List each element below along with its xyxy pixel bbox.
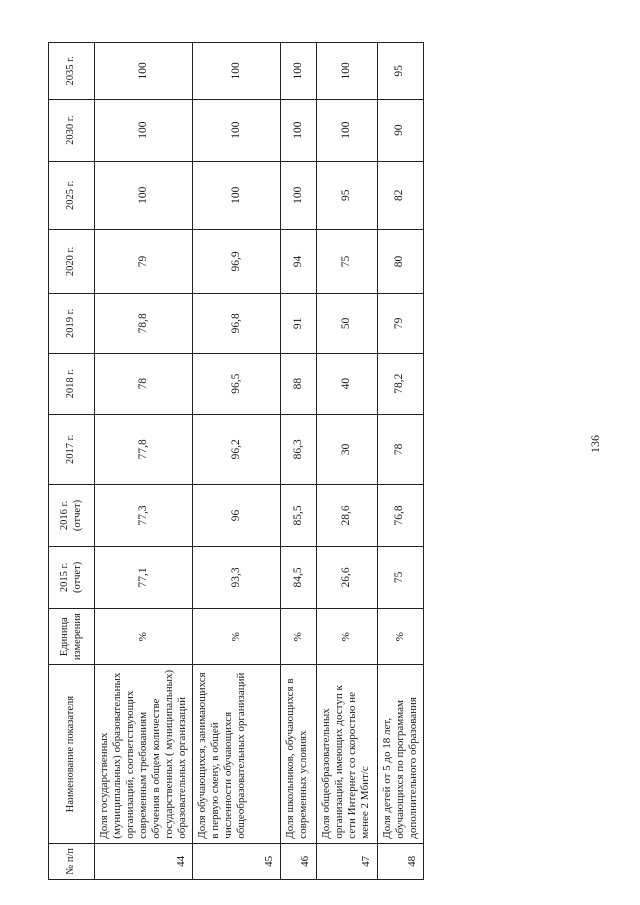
unit-cell: % bbox=[95, 608, 193, 665]
indicator-name: Доля государственных (муниципальных) образовательных организаций, соответствующих современным требованиям обучения в общем количестве государственных ( муниципальных) образовательных организаций bbox=[95, 665, 193, 843]
unit-cell: % bbox=[280, 608, 316, 665]
row-number: 48 bbox=[377, 843, 423, 879]
header-year: 2030 г. bbox=[49, 99, 95, 161]
value-cell: 100 bbox=[316, 99, 377, 161]
indicator-name: Доля обучающихся, занимающихся в первую смену, в общей численности обучающихся общеобразовательных организаций bbox=[192, 665, 280, 843]
value-cell: 100 bbox=[192, 99, 280, 161]
value-cell: 100 bbox=[95, 161, 193, 229]
header-year: 2015 г. (отчет) bbox=[49, 546, 95, 608]
value-cell: 100 bbox=[316, 43, 377, 100]
value-cell: 100 bbox=[280, 43, 316, 100]
value-cell: 78,2 bbox=[377, 353, 423, 414]
header-year: 2025 г. bbox=[49, 161, 95, 229]
table-row bbox=[377, 43, 423, 880]
value-cell: 96,2 bbox=[192, 414, 280, 484]
header-year: 2035 г. bbox=[49, 43, 95, 100]
unit-cell: % bbox=[316, 608, 377, 665]
value-cell: 85,5 bbox=[280, 485, 316, 547]
table-row bbox=[316, 43, 377, 880]
value-cell: 100 bbox=[192, 161, 280, 229]
value-cell: 94 bbox=[280, 229, 316, 293]
value-cell: 100 bbox=[95, 99, 193, 161]
value-cell: 78 bbox=[95, 353, 193, 414]
indicator-name: Доля общеобразовательных организаций, имеющих доступ к сети Интернет со скоростью не менее 2 Мбит/с bbox=[316, 665, 377, 843]
value-cell: 75 bbox=[377, 546, 423, 608]
value-cell: 86,3 bbox=[280, 414, 316, 484]
value-cell: 26,6 bbox=[316, 546, 377, 608]
row-number: 45 bbox=[192, 843, 280, 879]
value-cell: 100 bbox=[280, 161, 316, 229]
indicator-name: Доля школьников, обучающихся в современных условиях bbox=[280, 665, 316, 843]
value-cell: 100 bbox=[95, 43, 193, 100]
value-cell: 28,6 bbox=[316, 485, 377, 547]
value-cell: 96,9 bbox=[192, 229, 280, 293]
indicators-table bbox=[48, 42, 424, 880]
value-cell: 77,8 bbox=[95, 414, 193, 484]
row-number: 47 bbox=[316, 843, 377, 879]
value-cell: 96,8 bbox=[192, 293, 280, 353]
value-cell: 91 bbox=[280, 293, 316, 353]
indicator-name: Доля детей от 5 до 18 лет, обучающихся по программам дополнительного образования bbox=[377, 665, 423, 843]
header-year: 2020 г. bbox=[49, 229, 95, 293]
value-cell: 79 bbox=[95, 229, 193, 293]
header-row bbox=[49, 43, 95, 880]
value-cell: 50 bbox=[316, 293, 377, 353]
value-cell: 79 bbox=[377, 293, 423, 353]
row-number: 44 bbox=[95, 843, 193, 879]
value-cell: 82 bbox=[377, 161, 423, 229]
table-row bbox=[280, 43, 316, 880]
value-cell: 84,5 bbox=[280, 546, 316, 608]
value-cell: 30 bbox=[316, 414, 377, 484]
value-cell: 88 bbox=[280, 353, 316, 414]
header-num: № п/п bbox=[49, 843, 95, 879]
value-cell: 96,5 bbox=[192, 353, 280, 414]
unit-cell: % bbox=[192, 608, 280, 665]
value-cell: 40 bbox=[316, 353, 377, 414]
value-cell: 75 bbox=[316, 229, 377, 293]
table-row bbox=[192, 43, 280, 880]
value-cell: 96 bbox=[192, 485, 280, 547]
header-year: 2017 г. bbox=[49, 414, 95, 484]
rotated-table-container bbox=[48, 42, 419, 880]
value-cell: 80 bbox=[377, 229, 423, 293]
header-unit: Единица измерения bbox=[49, 608, 95, 665]
value-cell: 95 bbox=[316, 161, 377, 229]
value-cell: 100 bbox=[192, 43, 280, 100]
value-cell: 77,3 bbox=[95, 485, 193, 547]
value-cell: 78,8 bbox=[95, 293, 193, 353]
table-row bbox=[95, 43, 193, 880]
value-cell: 90 bbox=[377, 99, 423, 161]
row-number: 46 bbox=[280, 843, 316, 879]
page-number: 136 bbox=[588, 435, 602, 453]
value-cell: 100 bbox=[280, 99, 316, 161]
value-cell: 77,1 bbox=[95, 546, 193, 608]
value-cell: 76,8 bbox=[377, 485, 423, 547]
header-year: 2019 г. bbox=[49, 293, 95, 353]
value-cell: 95 bbox=[377, 43, 423, 100]
header-name: Наименование показателя bbox=[49, 665, 95, 843]
value-cell: 78 bbox=[377, 414, 423, 484]
header-year: 2018 г. bbox=[49, 353, 95, 414]
header-year: 2016 г. (отчет) bbox=[49, 485, 95, 547]
value-cell: 93,3 bbox=[192, 546, 280, 608]
unit-cell: % bbox=[377, 608, 423, 665]
